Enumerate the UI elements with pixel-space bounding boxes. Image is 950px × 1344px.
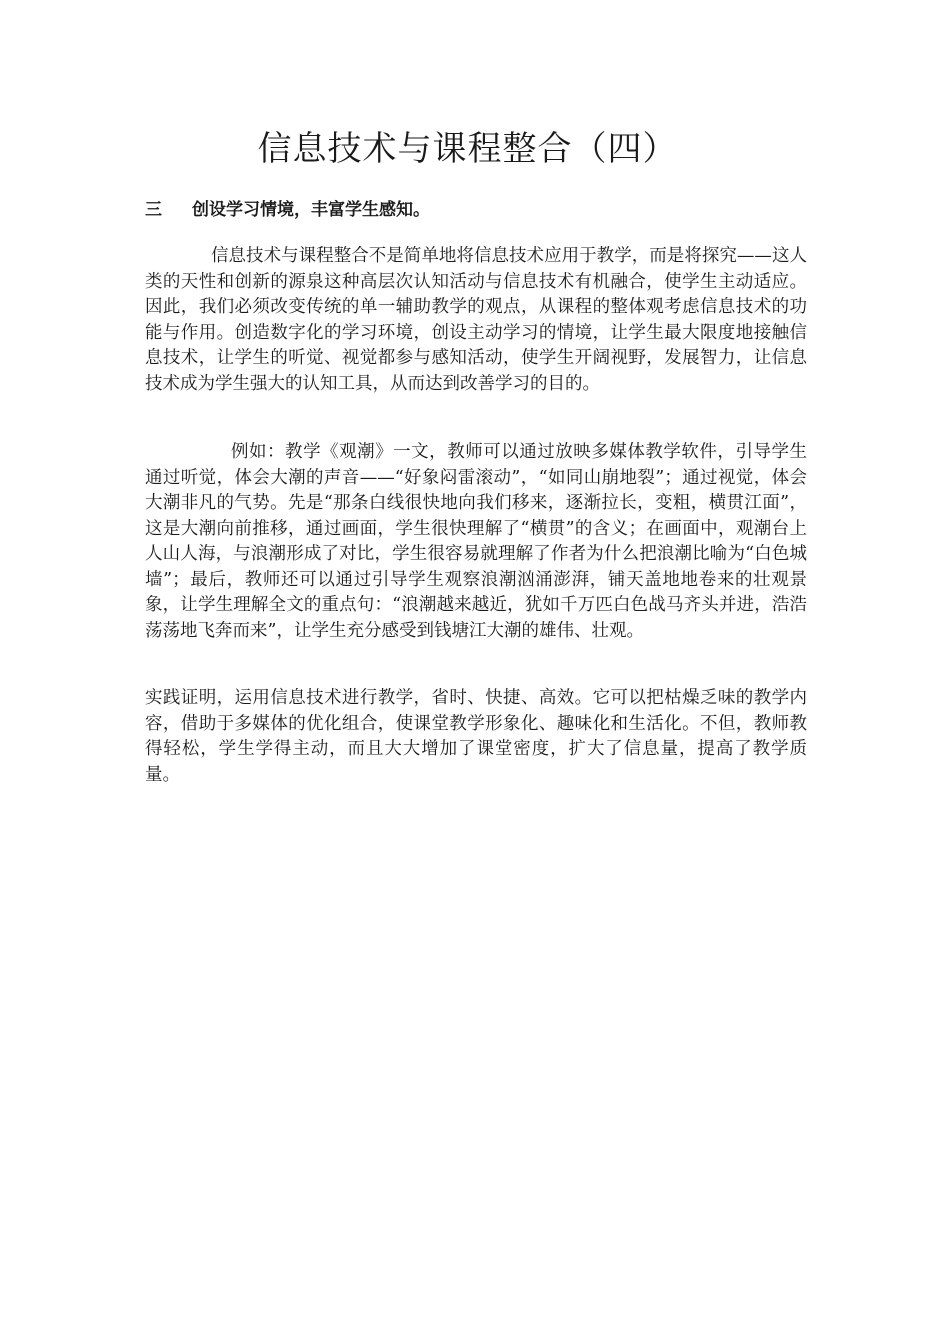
document-title: 信息技术与课程整合（四） (257, 129, 678, 169)
section-heading (145, 198, 430, 222)
paragraph-example: 例如：教学《观潮》一文，教师可以通过放映多媒体教学软件，引导学生通过听觉，体会大潮的声音——“好象闷雷滚动”，“如同山崩地裂”；通过视觉，体会大潮非凡的气势。先是“那条白线很快地向我们移来，逐渐拉长，变粗，横贯江面”，这是大潮向前推移，通过画面，学生很快理解了“横贯”的含义；在画面中，观潮台上人山人海，与浪潮形成了对比，学生很容易就理解了作者为什么把浪潮比喻为“白色城墙”；最后，教师还可以通过引导学生观察浪潮汹涌澎湃，铺天盖地地卷来的壮观景象，让学生理解全文的重点句：“浪潮越来越近，犹如千万匹白色战马齐头并进，浩浩荡荡地飞奔而来”，让学生充分感受到钱塘江大潮的雄伟、壮观。 (145, 442, 807, 641)
paragraph-conclusion: 实践证明，运用信息技术进行教学，省时、快捷、高效。它可以把枯燥乏味的教学内容，借助于多媒体的优化组合，使课堂教学形象化、趣味化和生活化。不但，教师教得轻松，学生学得主动，而且大大增加了课堂密度，扩大了信息量，提高了教学质量。 (145, 688, 807, 785)
section-number: 三 (145, 200, 162, 220)
paragraph-intro: 信息技术与课程整合不是简单地将信息技术应用于教学，而是将探究——这人类的天性和创新的源泉这种高层次认知活动与信息技术有机融合，使学生主动适应。因此，我们必须改变传统的单一辅助教学的观点，从课程的整体观考虑信息技术的功能与作用。创造数字化的学习环境，创设主动学习的情境，让学生最大限度地接触信息技术，让学生的听觉、视觉都参与感知活动，使学生开阔视野，发展智力，让信息技术成为学生强大的认知工具，从而达到改善学习的目的。 (145, 246, 807, 394)
section-heading-text: 创设学习情境，丰富学生感知。 (192, 200, 430, 220)
